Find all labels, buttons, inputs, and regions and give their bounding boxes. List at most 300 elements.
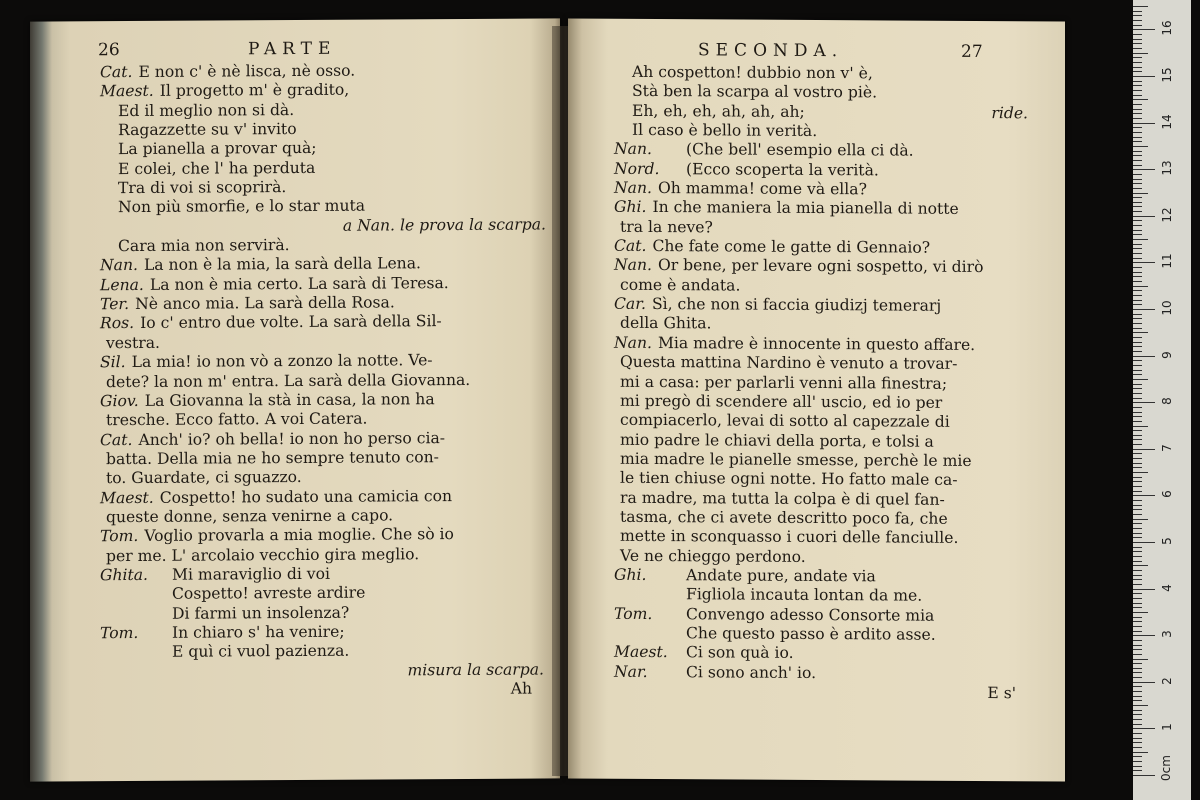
ruler-tick: [1133, 402, 1155, 403]
ruler-tick: [1133, 160, 1142, 161]
ruler-tick: [1133, 29, 1155, 30]
right-page: [568, 18, 1065, 781]
ruler-tick: [1133, 202, 1142, 203]
ruler-tick: [1133, 495, 1155, 496]
text-line: [616, 140, 1036, 162]
ruler-tick: [1133, 76, 1155, 77]
ruler-tick: [1133, 752, 1148, 753]
ruler-tick: [1133, 617, 1142, 618]
line-text: In che maniera la mia pianella di notte: [652, 198, 959, 219]
ruler-tick: [1133, 598, 1142, 599]
ruler-tick: [1133, 663, 1142, 664]
ruler-tick: [1133, 356, 1155, 357]
ruler-tick: [1133, 426, 1148, 427]
text-line: [616, 508, 1036, 530]
text-line: [106, 331, 552, 353]
line-text: Voglio provarla a mia moglie. Che sò io: [144, 525, 454, 546]
open-book: [30, 20, 1065, 780]
speaker-name: Nan.: [614, 178, 652, 198]
ruler-tick: [1133, 220, 1142, 221]
text-line: [100, 254, 552, 276]
ruler-tick: [1133, 766, 1142, 767]
text-line: [616, 662, 1036, 684]
line-text: La non è mia certo. La sarà di Teresa.: [149, 273, 449, 294]
line-text: compiacerlo, levai di sotto al capezzale di: [620, 410, 950, 432]
ruler-tick: [1133, 118, 1142, 119]
line-text: dete? la non m' entra. La sarà della Giovanna.: [106, 370, 471, 391]
ruler-tick: [1133, 211, 1142, 212]
ruler-tick: [1133, 714, 1142, 715]
ruler-tick: [1133, 738, 1142, 739]
ruler-tick: [1133, 71, 1142, 72]
line-text: per me. L' arcolaio vecchio gira meglio.: [106, 544, 420, 565]
text-line: [616, 624, 1036, 646]
ruler-tick: [1133, 53, 1148, 54]
ruler-tick: [1133, 458, 1142, 459]
ruler-number: 11: [1160, 253, 1174, 270]
text-line: [106, 505, 552, 527]
speaker-name: Maest.: [614, 643, 668, 662]
line-text: Questa mattina Nardino è venuto a trovar-: [620, 352, 958, 374]
ruler-tick: [1133, 314, 1142, 315]
text-line: [616, 372, 1036, 394]
line-text: Cara mia non servirà.: [118, 236, 290, 256]
speaker-name: Nan.: [100, 256, 138, 275]
ruler-tick: [1133, 309, 1155, 310]
ruler-tick: [1133, 682, 1155, 683]
ruler-tick: [1133, 90, 1142, 91]
ruler-tick: [1133, 747, 1142, 748]
ruler-tick: [1133, 733, 1142, 734]
ruler-tick: [1133, 95, 1142, 96]
text-line: [616, 566, 1036, 588]
text-line: [106, 544, 552, 566]
ruler-tick: [1133, 113, 1142, 114]
text-line: [616, 334, 1036, 356]
text-line: [106, 409, 552, 431]
speaker-name: Lena.: [100, 275, 144, 294]
line-text: Sì, che non si faccia giudizj temerarj: [651, 295, 942, 315]
speaker-name: Sil.: [100, 353, 126, 372]
text-line: [100, 60, 552, 82]
ruler-tick: [1133, 360, 1142, 361]
text-line: [100, 273, 552, 295]
ruler-tick: [1133, 421, 1142, 422]
ruler-tick: [1133, 579, 1142, 580]
ruler-tick: [1133, 439, 1142, 440]
ruler-tick: [1133, 290, 1142, 291]
ruler-number: 7: [1160, 443, 1174, 452]
text-line: [616, 585, 1036, 607]
measuring-ruler: [1133, 0, 1191, 800]
ruler-number: 15: [1160, 67, 1174, 83]
ruler-tick: [1133, 267, 1142, 268]
text-line: [140, 641, 552, 663]
speaker-name: Tom.: [100, 623, 139, 643]
ruler-tick: [1133, 230, 1142, 231]
text-line: [140, 660, 552, 682]
text-line: [100, 428, 552, 450]
ruler-tick: [1133, 193, 1148, 194]
ruler-tick: [1133, 500, 1142, 501]
text-line: [118, 157, 552, 179]
ruler-tick: [1133, 253, 1142, 254]
ruler-tick: [1133, 561, 1142, 562]
line-text: Convengo adesso Consorte mia: [686, 604, 935, 625]
text-line: [616, 218, 1036, 240]
ruler-tick: [1133, 612, 1148, 613]
ruler-tick: [1133, 533, 1142, 534]
text-line: [106, 447, 552, 469]
ruler-tick: [1133, 137, 1142, 138]
ruler-number: 5: [1160, 537, 1174, 545]
ruler-tick: [1133, 472, 1148, 473]
text-line: [616, 256, 1036, 278]
page-number: 26: [98, 40, 120, 61]
text-line: [616, 469, 1036, 491]
ruler-tick: [1133, 337, 1142, 338]
ruler-tick: [1133, 342, 1142, 343]
ruler-tick: [1133, 491, 1142, 492]
ruler-tick: [1133, 398, 1142, 399]
ruler-tick: [1133, 593, 1142, 594]
ruler-number: 1: [1160, 723, 1174, 732]
ruler-tick: [1133, 589, 1155, 590]
ruler-tick: [1133, 318, 1142, 319]
text-line: [118, 235, 552, 257]
ruler-number: 6: [1160, 490, 1174, 499]
text-line: [100, 486, 552, 508]
ruler-tick: [1133, 412, 1142, 413]
text-line: [616, 179, 1036, 201]
ruler-tick: [1133, 85, 1142, 86]
ruler-tick: [1133, 724, 1142, 725]
ruler-tick: [1133, 384, 1142, 385]
ruler-tick: [1133, 449, 1155, 450]
ruler-tick: [1133, 570, 1142, 571]
ruler-tick: [1133, 20, 1142, 21]
ruler-tick: [1133, 728, 1155, 729]
ruler-tick: [1133, 672, 1142, 673]
ruler-tick: [1133, 584, 1142, 585]
ruler-tick: [1133, 509, 1142, 510]
ruler-tick: [1133, 668, 1142, 669]
line-text: Il caso è bello in verità.: [632, 120, 818, 141]
ruler-tick: [1133, 43, 1142, 44]
line-text: Di farmi un insolenza?: [172, 603, 350, 623]
ruler-tick: [1133, 244, 1142, 245]
stage-direction: a Nan. le prova la scarpa.: [342, 215, 546, 235]
line-text: le tien chiuse ogni notte. Ho fatto male ca-: [620, 469, 958, 490]
text-line: [616, 121, 1036, 143]
ruler-tick: [1133, 179, 1142, 180]
line-text: Ragazzette su v' invito: [118, 120, 297, 140]
ruler-tick: [1133, 370, 1142, 371]
running-head: PARTE: [248, 38, 337, 60]
line-text: (Ecco scoperta la verità.: [686, 159, 879, 180]
ruler-tick: [1133, 351, 1142, 352]
stage-direction: ride.: [991, 103, 1028, 122]
ruler-tick: [1133, 486, 1142, 487]
ruler-tick: [1133, 15, 1142, 16]
line-text: Ve ne chieggo perdono.: [620, 546, 806, 566]
ruler-tick: [1133, 304, 1142, 305]
ruler-tick: [1133, 328, 1142, 329]
ruler-tick: [1133, 453, 1142, 454]
line-text: ra madre, ma tutta la colpa è di quel fan-: [620, 488, 945, 509]
ruler-tick: [1133, 621, 1142, 622]
text-line: [140, 602, 552, 624]
ruler-number: 9: [1160, 350, 1174, 359]
ruler-tick: [1133, 127, 1142, 128]
catchword: Ah: [510, 679, 532, 698]
text-line: [106, 370, 552, 392]
text-line: [616, 430, 1036, 452]
line-text: Il progetto m' è gradito,: [159, 81, 350, 101]
ruler-tick: [1133, 719, 1142, 720]
text-line: [100, 351, 552, 373]
ruler-tick: [1133, 165, 1142, 166]
line-text: Anch' io? oh bella! io non ho perso cia-: [138, 428, 446, 449]
ruler-tick: [1133, 388, 1142, 389]
ruler-tick: [1133, 374, 1142, 375]
ruler-tick: [1133, 575, 1142, 576]
line-text: Andate pure, andate via: [686, 566, 876, 586]
ruler-tick: [1133, 556, 1142, 557]
speaker-name: Tom.: [100, 527, 139, 546]
ruler-tick: [1133, 34, 1142, 35]
ruler-tick: [1133, 109, 1142, 110]
ruler-tick: [1133, 654, 1142, 655]
speaker-name: Nan.: [614, 140, 652, 159]
text-line: [100, 525, 552, 547]
ruler-number: 3: [1160, 630, 1174, 639]
ruler-tick: [1133, 216, 1155, 217]
speaker-name: Nan.: [614, 256, 652, 275]
ruler-tick: [1133, 659, 1148, 660]
line-text: mi pregò di scendere all' uscio, ed io per: [620, 391, 943, 412]
ruler-tick: [1133, 174, 1142, 175]
ruler-tick: [1133, 365, 1142, 366]
text-line: [616, 295, 1036, 317]
line-text: come è andata.: [620, 275, 741, 295]
ruler-tick: [1133, 62, 1142, 63]
line-text: Nè anco mia. La sarà della Rosa.: [135, 293, 395, 314]
text-line: [118, 118, 552, 140]
ruler-tick: [1133, 477, 1142, 478]
speaker-name: Giov.: [100, 391, 139, 411]
line-text: La Giovanna la stà in casa, la non ha: [144, 389, 435, 410]
ruler-tick: [1133, 272, 1142, 273]
text-line: [100, 389, 552, 411]
ruler-tick: [1133, 57, 1142, 58]
ruler-tick: [1133, 234, 1142, 235]
line-text: (Che bell' esempio ella ci dà.: [686, 140, 914, 160]
line-text: vestra.: [106, 333, 161, 352]
ruler-tick: [1133, 48, 1142, 49]
text-line: [100, 563, 552, 585]
text-line: [616, 527, 1036, 549]
catchword-line: [616, 682, 1036, 704]
ruler-tick: [1133, 146, 1148, 147]
ruler-tick: [1133, 523, 1142, 524]
text-line: [100, 80, 552, 102]
line-text: Non più smorfie, e lo star muta: [118, 196, 366, 217]
ruler-tick: [1133, 99, 1148, 100]
text-line: [616, 604, 1036, 626]
line-text: tresche. Ecco fatto. A voi Catera.: [106, 409, 368, 430]
line-text: Cospetto! ho sudato una camicia con: [159, 486, 453, 507]
text-line: [118, 99, 552, 121]
speaker-name: Maest.: [100, 82, 154, 101]
ruler-tick: [1133, 393, 1142, 394]
ruler-tick: [1133, 519, 1148, 520]
ruler-number: 2: [1160, 676, 1174, 685]
text-line: [616, 643, 1036, 665]
ruler-tick: [1133, 761, 1142, 762]
text-line: [616, 82, 1036, 104]
ruler-tick: [1133, 206, 1142, 207]
speaker-name: Ghi.: [614, 565, 647, 584]
ruler-tick: [1133, 276, 1142, 277]
line-text: mette in sconquasso i cuori delle fanciulle.: [620, 527, 959, 548]
ruler-tick: [1133, 649, 1142, 650]
text-line: [616, 198, 1036, 220]
speaker-name: Ros.: [100, 314, 135, 333]
speaker-name: Nar.: [614, 662, 648, 681]
line-text: Cospetto! avreste ardire: [172, 583, 366, 604]
right-page-header: [616, 41, 1036, 66]
line-text: queste donne, senza venirne a capo.: [106, 506, 394, 527]
ruler-tick: [1133, 11, 1142, 12]
text-line: [616, 353, 1036, 375]
line-text: Tra di voi si scoprirà.: [118, 178, 287, 198]
ruler-unit-label: 0cm: [1159, 755, 1173, 781]
text-line: [118, 196, 552, 218]
ruler-tick: [1133, 281, 1142, 282]
ruler-number: 8: [1160, 397, 1174, 406]
ruler-tick: [1133, 607, 1142, 608]
ruler-tick: [1133, 262, 1155, 263]
ruler-tick: [1133, 705, 1148, 706]
ruler-tick: [1133, 332, 1148, 333]
ruler-tick: [1133, 416, 1142, 417]
line-text: Mia madre è innocente in questo affare.: [657, 333, 976, 354]
ruler-tick: [1133, 132, 1142, 133]
ruler-tick: [1133, 444, 1142, 445]
speaker-name: Nord.: [614, 159, 660, 178]
line-text: Oh mamma! come và ella?: [657, 179, 867, 199]
line-text: Figliola incauta lontan da me.: [686, 585, 923, 605]
ruler-tick: [1133, 295, 1142, 296]
left-page-header: [98, 38, 552, 63]
text-line: [616, 488, 1036, 510]
stage-direction: misura la scarpa.: [407, 660, 544, 679]
line-text: batta. Della mia ne ho sempre tenuto con-: [106, 447, 439, 469]
line-text: La mia! io non vò a zonzo la notte. Ve-: [131, 351, 433, 372]
left-page: [30, 18, 560, 781]
line-text: tasma, che ci avete descritto poco fa, che: [620, 507, 948, 528]
ruler-tick: [1133, 505, 1142, 506]
ruler-tick: [1133, 169, 1155, 170]
line-text: Che questo passo è ardito asse.: [686, 624, 936, 644]
line-text: Ed il meglio non si dà.: [118, 100, 295, 120]
text-line: [616, 63, 1036, 85]
text-line: [616, 450, 1036, 472]
text-line: [616, 276, 1036, 298]
ruler-tick: [1133, 645, 1142, 646]
ruler-tick: [1133, 640, 1142, 641]
ruler-tick: [1133, 407, 1142, 408]
speaker-name: Nan.: [614, 333, 652, 352]
line-text: mio padre le chiavi della porta, e tolsi a: [620, 430, 934, 451]
speaker-name: Cat.: [100, 62, 133, 82]
ruler-tick: [1133, 467, 1142, 468]
ruler-tick: [1133, 710, 1142, 711]
ruler-tick: [1133, 770, 1142, 771]
line-text: to. Guardate, ci sguazzo.: [106, 468, 302, 488]
ruler-tick: [1133, 514, 1142, 515]
ruler-tick: [1133, 435, 1142, 436]
ruler-tick: [1133, 626, 1142, 627]
line-text: Ci son quà io.: [686, 643, 794, 663]
line-text: In chiaro s' ha venire;: [172, 622, 345, 642]
ruler-tick: [1133, 81, 1142, 82]
ruler-tick: [1133, 323, 1142, 324]
ruler-tick: [1133, 551, 1142, 552]
ruler-tick: [1133, 463, 1142, 464]
line-text: E quì ci vuol pazienza.: [172, 641, 350, 662]
line-text: E non c' è nè lisca, nè osso.: [138, 61, 356, 81]
text-line: [616, 237, 1036, 259]
text-line: [106, 467, 552, 489]
catchword: E s': [987, 684, 1016, 703]
text-line: [118, 176, 552, 198]
right-page-text: [616, 41, 1036, 704]
left-page-text: [98, 38, 552, 701]
page-number: 27: [961, 41, 983, 63]
running-head: SECONDA.: [698, 40, 844, 62]
line-text: La pianella a provar quà;: [118, 139, 317, 159]
ruler-tick: [1133, 756, 1142, 757]
text-line: [100, 312, 552, 334]
ruler-tick: [1133, 346, 1142, 347]
ruler-number: 13: [1160, 160, 1174, 176]
speaker-name: Ghita.: [100, 565, 149, 585]
line-text: Mi maraviglio di voi: [172, 564, 330, 584]
ruler-tick: [1133, 155, 1142, 156]
ruler-number: 12: [1160, 207, 1174, 223]
ruler-tick: [1133, 151, 1142, 152]
ruler-tick: [1133, 258, 1142, 259]
text-line: [616, 101, 1036, 123]
ruler-tick: [1133, 700, 1142, 701]
line-text: mi a casa: per parlarli venni alla finestra;: [620, 372, 948, 393]
speaker-name: Maest.: [100, 488, 154, 507]
speaker-name: Ter.: [100, 295, 130, 314]
ruler-tick: [1133, 430, 1142, 431]
line-text: Eh, eh, eh, ah, ah, ah;: [632, 101, 805, 121]
ruler-tick: [1133, 547, 1142, 548]
ruler-tick: [1133, 379, 1148, 380]
ruler-tick: [1133, 197, 1142, 198]
ruler-tick: [1133, 141, 1142, 142]
text-line: [100, 293, 552, 315]
ruler-tick: [1133, 300, 1142, 301]
line-text: Io c' entro due volte. La sarà della Sil-: [140, 312, 442, 333]
ruler-number: 4: [1160, 583, 1174, 592]
speaker-name: Ghi.: [614, 198, 647, 217]
